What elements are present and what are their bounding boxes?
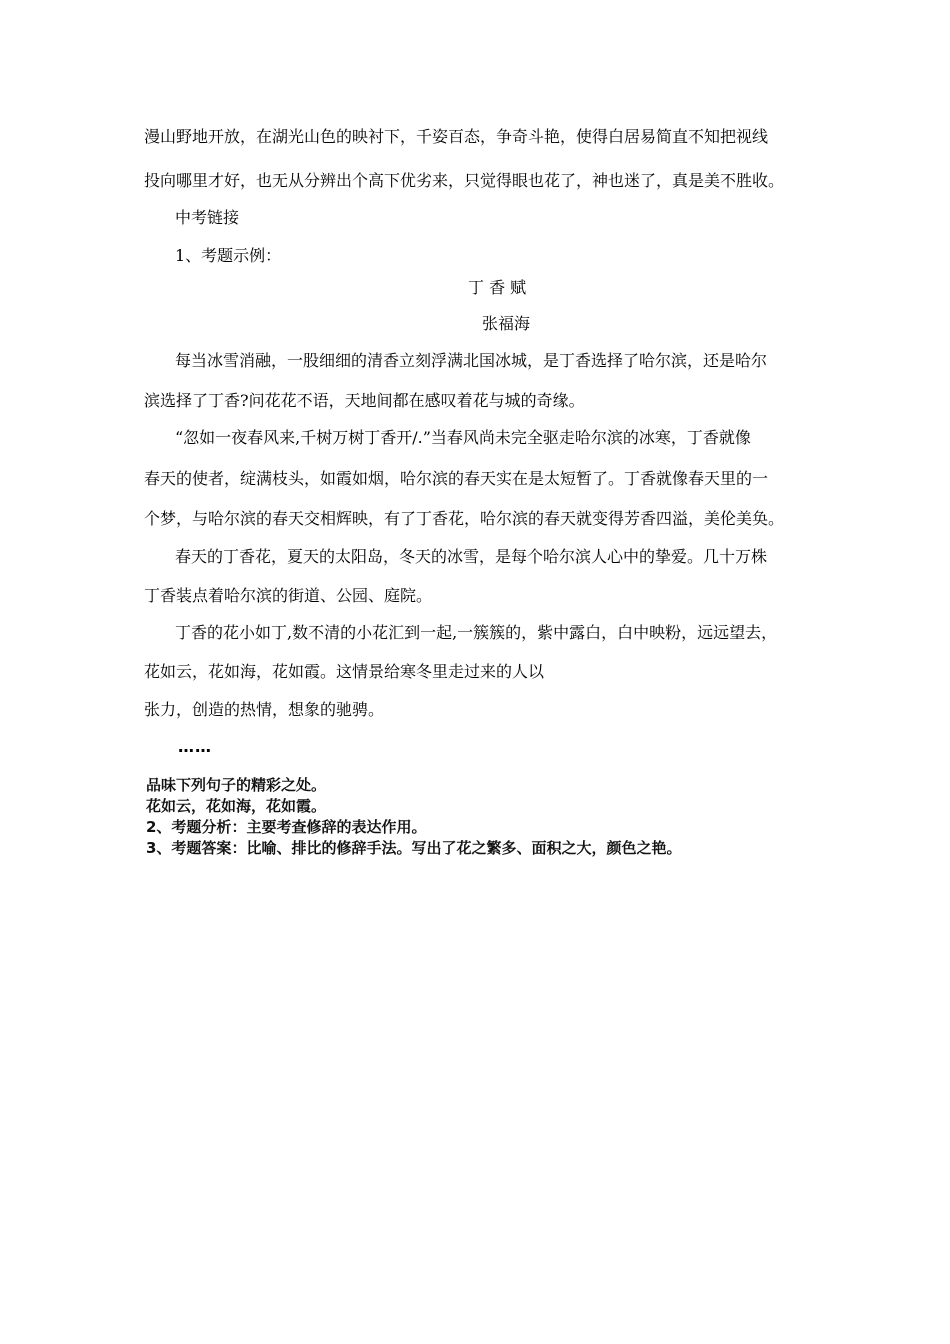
paragraph-4-line-2: 花如云，花如海，花如霞。这情景给寒冬里走过来的人以 — [144, 662, 545, 681]
section-heading: 中考链接 — [175, 208, 240, 227]
paragraph-2-line-1: “忽如一夜春风来,千树万树丁香开/.”当春风尚未完全驱走哈尔滨的冰寒，丁香就像 — [175, 428, 751, 447]
paragraph-3-line-1: 春天的丁香花，夏天的太阳岛，冬天的冰雪，是每个哈尔滨人心中的挚爱。几十万株 — [175, 547, 768, 566]
article-author: 张福海 — [482, 314, 531, 333]
question-analysis: 2、考题分析：主要考查修辞的表达作用。 — [146, 818, 427, 836]
article-ellipsis: …… — [178, 737, 212, 756]
paragraph-4-line-3: 张力，创造的热情，想象的驰骋。 — [144, 700, 385, 719]
question-prompt: 品味下列句子的精彩之处。 — [146, 776, 327, 794]
example-label: 1、考题示例： — [175, 246, 282, 265]
question-sentence: 花如云，花如海，花如霞。 — [146, 797, 327, 815]
paragraph-1-line-1: 每当冰雪消融，一股细细的清香立刻浮满北国冰城，是丁香选择了哈尔滨，还是哈尔 — [175, 351, 768, 370]
paragraph-4-line-1: 丁香的花小如丁,数不清的小花汇到一起,一簇簇的，紫中露白，白中映粉，远远望去， — [175, 623, 778, 642]
question-block — [146, 775, 681, 859]
passage-tail-line-1: 漫山野地开放，在湖光山色的映衬下，千姿百态，争奇斗艳，使得白居易简直不知把视线 — [144, 127, 769, 146]
passage-tail-line-2: 投向哪里才好，也无从分辨出个高下优劣来，只觉得眼也花了，神也迷了，真是美不胜收。 — [144, 171, 785, 190]
paragraph-1-line-2: 滨选择了丁香?问花花不语，天地间都在感叹着花与城的奇缘。 — [144, 391, 585, 410]
paragraph-3-line-2: 丁香装点着哈尔滨的街道、公园、庭院。 — [144, 586, 433, 605]
paragraph-2-line-2: 春天的使者，绽满枝头，如霞如烟，哈尔滨的春天实在是太短暂了。丁香就像春天里的一 — [144, 469, 769, 488]
question-answer: 3、考题答案：比喻、排比的修辞手法。写出了花之繁多、面积之大，颜色之艳。 — [146, 839, 682, 857]
article-title: 丁 香 赋 — [468, 278, 527, 297]
paragraph-2-line-3: 个梦，与哈尔滨的春天交相辉映，有了丁香花，哈尔滨的春天就变得芳香四溢，美伦美奂。 — [144, 509, 785, 528]
